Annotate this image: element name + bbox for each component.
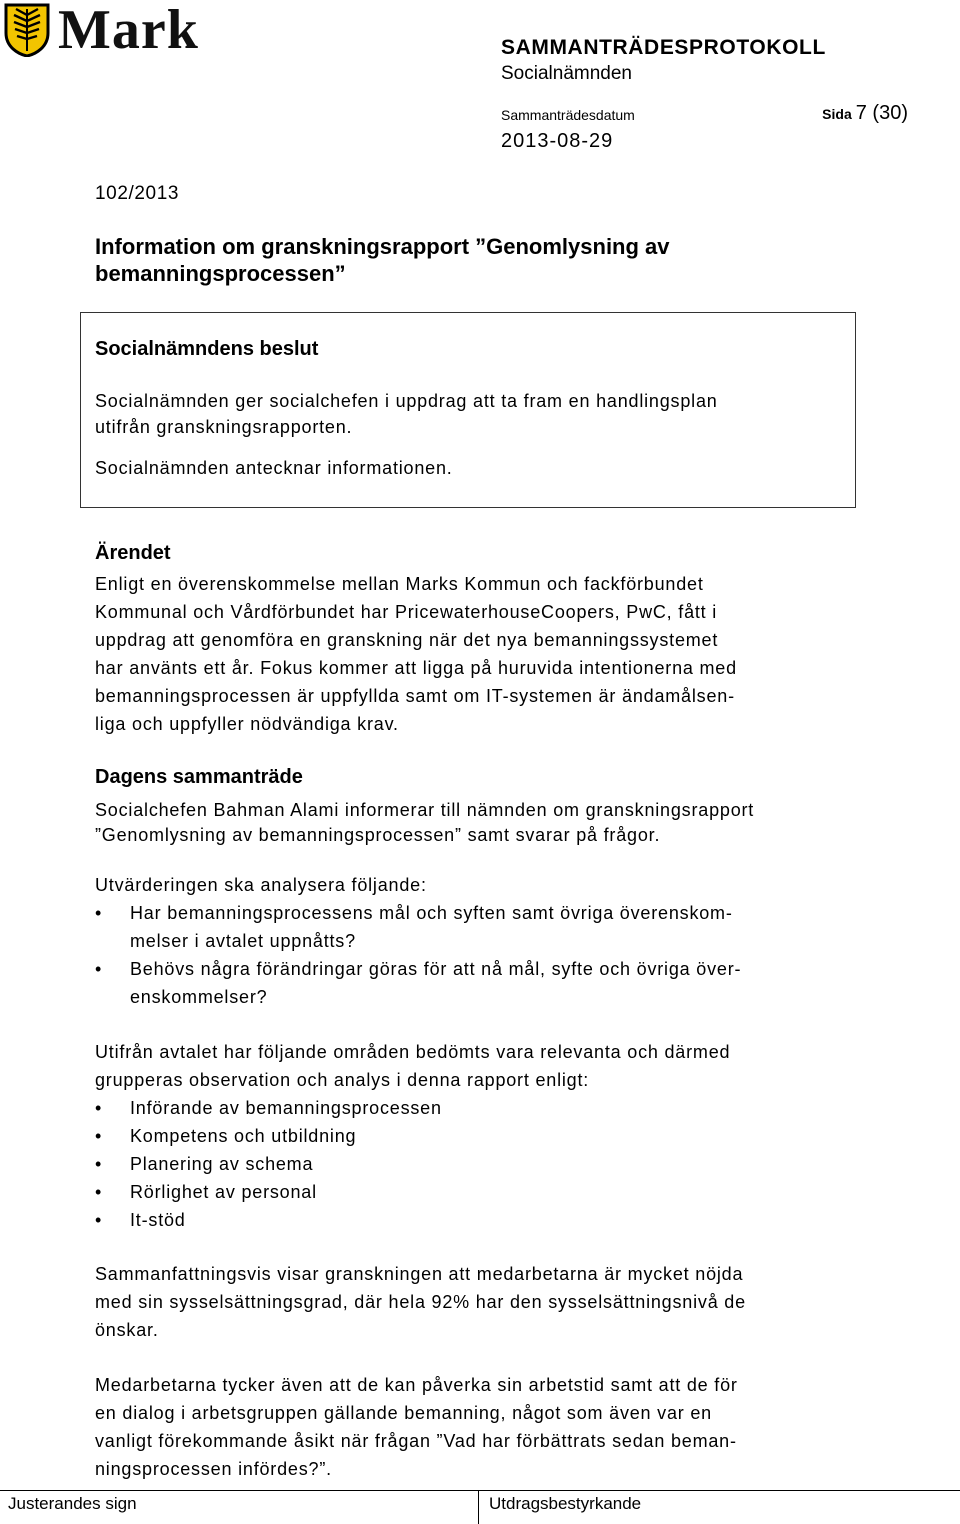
bullet-icon: • (95, 903, 103, 923)
text-line: liga och uppfyller nödvändiga krav. (95, 714, 399, 734)
text-line: Medarbetarna tycker även att de kan påverka sin arbetstid samt att de för (95, 1375, 738, 1395)
dagens-paragraph (95, 796, 865, 846)
coat-of-arms-icon (4, 3, 50, 57)
text-line: enskommelser? (130, 987, 268, 1007)
text-line: Rörlighet av personal (130, 1182, 317, 1202)
logo-wordmark: Mark (58, 0, 199, 61)
decision-box (80, 312, 856, 508)
bullet-icon: • (95, 959, 103, 979)
text-line: Behövs några förändringar göras för att nå mål, syfte och övriga över- (130, 959, 742, 979)
text-line: Kompetens och utbildning (130, 1126, 357, 1146)
list-item (95, 1206, 875, 1234)
decision-heading: Socialnämndens beslut (95, 338, 319, 360)
text-line: en dialog i arbetsgruppen gällande bemanning, något som även var en (95, 1403, 712, 1423)
list-item (95, 1094, 875, 1122)
bullet-icon: • (95, 1182, 103, 1202)
text-line: Utifrån avtalet har följande områden bedömts vara relevanta och därmed (95, 1042, 731, 1062)
list-item (95, 1122, 875, 1150)
areas-intro (95, 1038, 865, 1094)
decision-paragraph (95, 388, 835, 440)
text-line: grupperas observation och analys i denna rapport enligt: (95, 1070, 590, 1090)
text-line: vanligt förekommande åsikt när frågan ”Vad har förbättrats sedan beman- (95, 1431, 737, 1451)
employees-paragraph (95, 1371, 865, 1483)
decision-note: Socialnämnden antecknar informationen. (95, 458, 453, 478)
page-number: 7 (30) (855, 102, 908, 124)
text-line: Planering av schema (130, 1154, 314, 1174)
summary-paragraph (95, 1260, 865, 1344)
list-item (95, 955, 875, 1011)
areas-list (95, 1094, 875, 1234)
text-line: har använts ett år. Fokus kommer att ligga på huruvida intentionerna med (95, 658, 737, 678)
text-line: ”Genomlysning av bemanningsprocessen” samt svarar på frågor. (95, 825, 661, 845)
footer-column-divider (478, 1490, 479, 1524)
text-line: bemanningsprocessen är uppfyllda samt om IT-systemen är ändamålsen- (95, 686, 735, 706)
list-item (95, 899, 875, 955)
text-line: melser i avtalet uppnåtts? (130, 931, 356, 951)
evaluation-intro: Utvärderingen ska analysera följande: (95, 875, 427, 895)
text-line: Socialnämnden ger socialchefen i uppdrag att ta fram en handlingsplan (95, 391, 718, 411)
bullet-icon: • (95, 1098, 103, 1118)
text-line: Har bemanningsprocessens mål och syften samt övriga överenskom- (130, 903, 733, 923)
dagens-heading: Dagens sammanträde (95, 766, 303, 788)
committee-name: Socialnämnden (501, 63, 632, 84)
list-item (95, 1178, 875, 1206)
certification-field-label: Utdragsbestyrkande (489, 1494, 642, 1513)
text-line: Införande av bemanningsprocessen (130, 1098, 442, 1118)
text-line: Socialchefen Bahman Alami informerar till nämnden om granskningsrapport (95, 800, 755, 820)
text-line: utifrån granskningsrapporten. (95, 417, 353, 437)
case-number: 102/2013 (95, 183, 180, 204)
page-title: Information om granskningsrapport ”Genomlysning av bemanningsprocessen” (95, 234, 670, 286)
signature-field-label: Justerandes sign (8, 1494, 137, 1513)
page-label: Sida (822, 106, 852, 122)
list-item (95, 1150, 875, 1178)
text-line: önskar. (95, 1320, 159, 1340)
text-line: med sin sysselsättningsgrad, där hela 92% har den sysselsättningsnivå de (95, 1292, 746, 1312)
text-line: Sammanfattningsvis visar granskningen att medarbetarna är mycket nöjda (95, 1264, 744, 1284)
arendet-heading: Ärendet (95, 542, 171, 564)
footer-divider (0, 1490, 960, 1491)
bullet-icon: • (95, 1154, 103, 1174)
document-type: SAMMANTRÄDESPROTOKOLL (501, 36, 826, 59)
page-indicator (822, 102, 908, 125)
meeting-date: 2013-08-29 (501, 130, 614, 152)
text-line: Enligt en överenskommelse mellan Marks Kommun och fackförbundet (95, 574, 704, 594)
meeting-date-label: Sammanträdesdatum (501, 107, 635, 123)
evaluation-list (95, 899, 875, 1011)
arendet-paragraph (95, 570, 865, 738)
bullet-icon: • (95, 1210, 103, 1230)
text-line: ningsprocessen infördes?”. (95, 1459, 332, 1479)
text-line: It-stöd (130, 1210, 186, 1230)
text-line: Kommunal och Vårdförbundet har PricewaterhouseCoopers, PwC, fått i (95, 602, 718, 622)
municipality-logo (4, 0, 199, 61)
bullet-icon: • (95, 1126, 103, 1146)
text-line: uppdrag att genomföra en granskning när det nya bemanningssystemet (95, 630, 719, 650)
